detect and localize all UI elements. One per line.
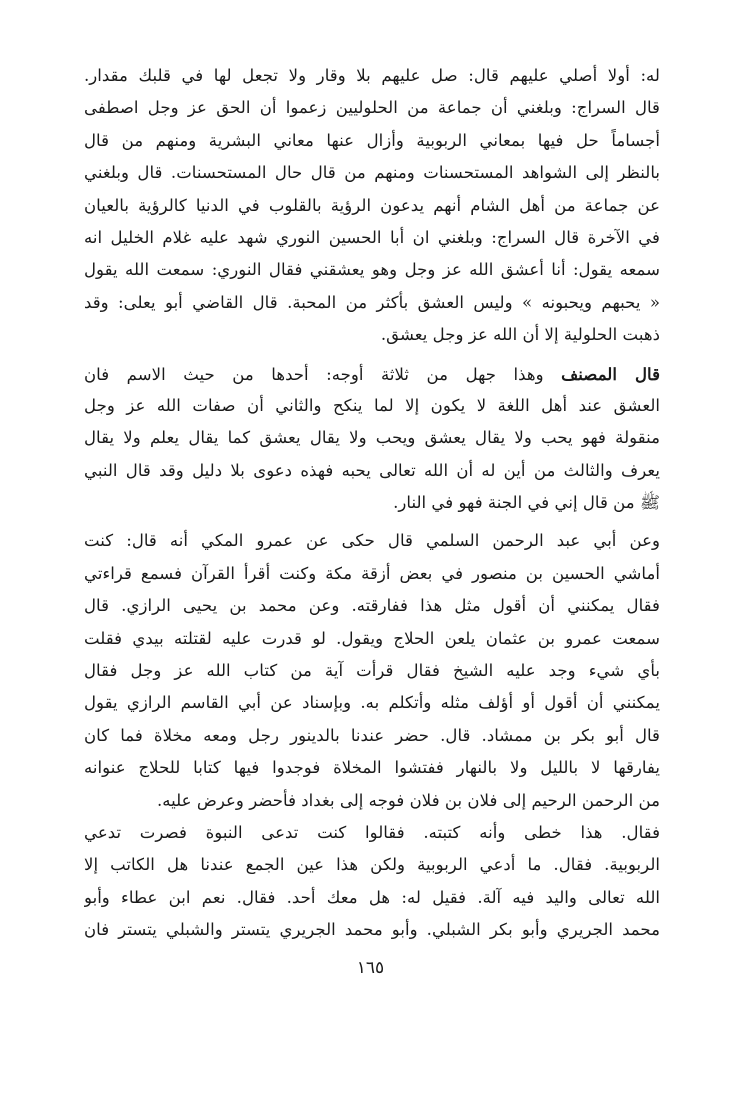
text-line: أجساماً حل فيها بمعاني الربوبية وأزال عنها معاني البشرية ومنهم من قال — [84, 130, 660, 150]
text-line: يفارقها لا بالليل ولا بالنهار ففتشوا المخلاة فوجدوا فيها كتابا للحلاج عنوانه — [84, 758, 660, 778]
text-line: بالنظر إلى الشواهد المستحسنات ومنهم من قال حال المستحسنات. قال وبلغني — [84, 163, 660, 183]
text-line: سمعت عمرو بن عثمان يلعن الحلاج ويقول. لو قدرت عليه لقتلته بيدي فقلت — [84, 628, 660, 648]
text-line: عن جماعة من أهل الشام أنهم يدعون الرؤية بالقلوب في الدنيا كالرؤية بالعيان — [84, 195, 660, 215]
text-line: أماشي الحسين بن منصور في بعض أزقة مكة وكنت أقرأ القرآن فسمع قراءتي — [84, 563, 660, 583]
text-line — [84, 358, 660, 390]
text-line: يعرف والثالث من أين له أن الله تعالى يحبه فهذه دعوى بلا دليل وقد قال النبي — [84, 460, 660, 480]
text-line: وعن أبي عبد الرحمن السلمي قال حكى عن عمرو المكي أنه قال: كنت — [84, 531, 660, 551]
text-line: ذهبت الحلولية إلا أن الله عز وجل يعشق. — [380, 325, 660, 345]
text-line: في الآخرة قال السراج: وبلغني ان أبا الحسين النوري شهد عليه غلام الخليل انه — [84, 227, 660, 247]
text-line: فقال يمكنني أن أقول مثل هذا ففارقته. وعن محمد بن يحيى الرازي. قال — [84, 596, 660, 616]
text-line: له: أولا أصلي عليهم قال: صل عليهم بلا وقار ولا تجعل لها في قلبك مقدار. — [84, 66, 660, 85]
text-line: ﷺ من قال إني في الجنة فهو في النار. — [393, 493, 660, 513]
text-line: قال السراج: وبلغني أن جماعة من الحلوليين زعموا أن الحق عز وجل اصطفى — [84, 98, 660, 118]
text-line: منقولة فهو يحب ولا يقال يعشق ويحب ولا يقال يعشق كما يقال يعلم ولا يقال — [84, 428, 660, 448]
text-line: من الرحمن الرحيم إلى فلان بن فلان فوجه إلى بغداد فأحضر وعرض عليه. — [156, 790, 660, 810]
text-line: الله تعالى واليد فيه آلة. فقيل له: هل معك أحد. فقال. نعم ابن عطاء وأبو — [84, 887, 660, 907]
page-number: ١٦٥ — [356, 958, 385, 978]
text-line: الربوبية. فقال. ما أدعي الربوبية ولكن هذا عين الجمع عندنا هل الكاتب إلا — [84, 855, 660, 875]
text-line: محمد الجريري وأبو بكر الشبلي. وأبو محمد الجريري يتستر والشبلي يتستر فان — [84, 920, 660, 940]
text-line: العشق عند أهل اللغة لا يكون إلا لما ينكح والثاني أن صفات الله عز وجل — [84, 395, 660, 415]
page-body-text — [84, 60, 660, 947]
text-line: « يحبهم ويحبونه » وليس العشق بأكثر من المحبة. قال القاضي أبو يعلى: وقد — [84, 292, 660, 312]
text-line: بأي شيء وجد عليه الشيخ فقال قرأت آية من كتاب الله عز وجل فقال — [84, 661, 660, 681]
text-line-rest: وهذا جهل من ثلاثة أوجه: أحدها من حيث الاسم فان — [84, 364, 562, 384]
text-line: سمعه يقول: أنا أعشق الله عز وجل وهو يعشقني فقال النوري: سمعت الله يقول — [84, 260, 660, 280]
text-line: فقال. هذا خطى وأنه كتبته. فقالوا كنت تدعى النبوة فصرت تدعي — [84, 822, 660, 842]
author-lead-label: قال المصنف — [561, 363, 660, 384]
text-line: يمكنني أن أقول أو أؤلف مثله وأتكلم به. وبإسناد عن أبي القاسم الرازي يقول — [84, 693, 660, 713]
text-line: قال أبو بكر بن ممشاد. قال. حضر عندنا بالدينور رجل ومعه مخلاة فما كان — [84, 725, 660, 745]
